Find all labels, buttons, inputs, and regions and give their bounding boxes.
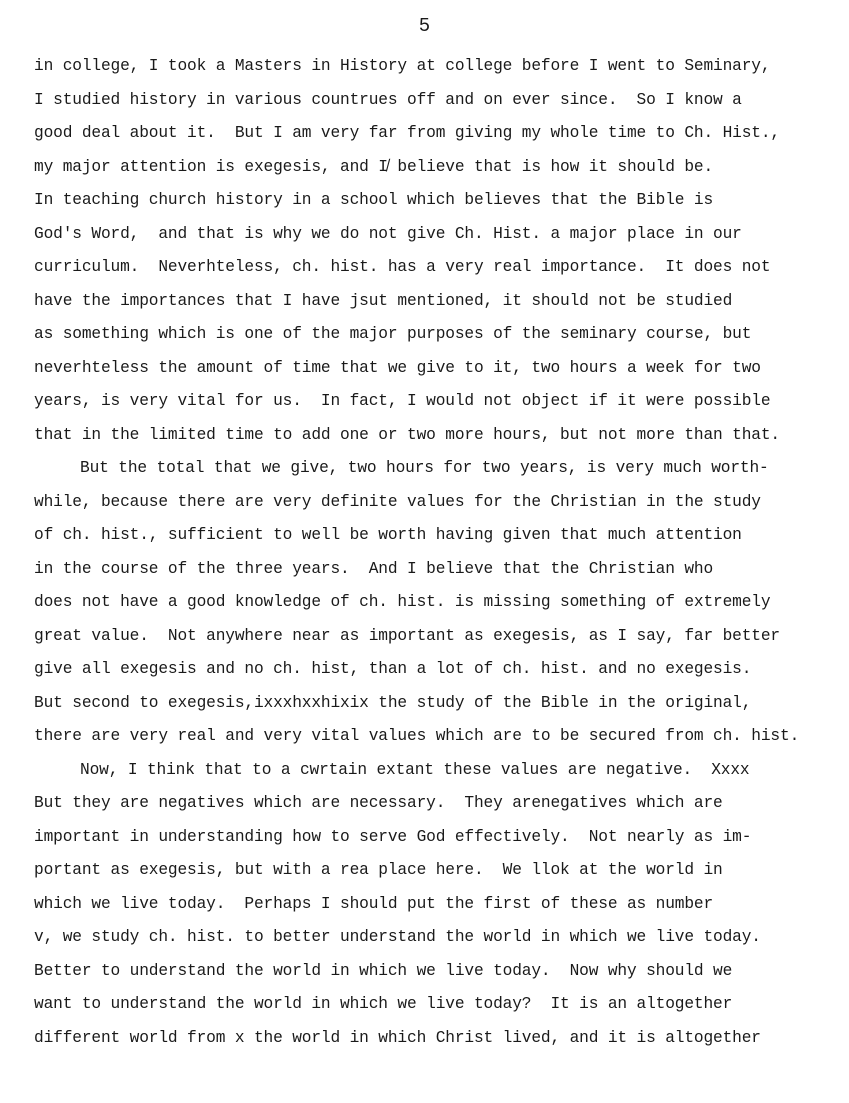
text-line: of ch. hist., sufficient to well be worth having given that much attention — [34, 526, 742, 544]
text-line: God's Word, and that is why we do not give Ch. Hist. a major place in our — [34, 224, 742, 243]
text-line: which we live today. Perhaps I should put the first of these as number — [34, 894, 714, 913]
page-number: 5 — [418, 15, 431, 37]
paragraph-start-line: Now, I think that to a cwrtain extant these values are negative. Xxxx — [80, 760, 750, 779]
text-line: In teaching church history in a school which believes that the Bible is — [34, 191, 714, 209]
text-line: But second to exegesis,ixxxhxxhixix the study of the Bible in the original, — [34, 693, 752, 712]
text-line: want to understand the world in which we live today? It is an altogether — [34, 995, 733, 1013]
text-line: important in understanding how to serve God effectively. Not nearly as im- — [34, 827, 752, 846]
text-line: great value. Not anywhere near as important as exegesis, as I say, far better — [34, 626, 780, 645]
text-line: in college, I took a Masters in History at college before I went to Seminary, — [34, 57, 771, 75]
typed-text-body — [34, 50, 834, 1055]
text-line: that in the limited time to add one or two more hours, but not more than that. — [34, 425, 780, 444]
text-line: neverhteless the amount of time that we give to it, two hours a week for two — [34, 358, 761, 377]
text-line: as something which is one of the major purposes of the seminary course, but — [34, 325, 752, 343]
paragraph-start-line: But the total that we give, two hours for two years, is very much worth- — [80, 459, 769, 477]
text-line: there are very real and very vital values which are to be secured from ch. hist. — [34, 727, 800, 745]
text-line: while, because there are very definite values for the Christian in the study — [34, 492, 761, 511]
text-line: years, is very vital for us. In fact, I would not object if it were possible — [34, 392, 771, 410]
text-line: different world from x the world in which Christ lived, and it is altogether — [34, 1028, 761, 1047]
text-line: But they are negatives which are necessary. They arenegatives which are — [34, 794, 723, 812]
text-line: I studied history in various countrues off and on ever since. So I know a — [34, 90, 742, 109]
text-line: have the importances that I have jsut mentioned, it should not be studied — [34, 291, 733, 310]
text-line: does not have a good knowledge of ch. hist. is missing something of extremely — [34, 593, 771, 611]
text-line: Better to understand the world in which we live today. Now why should we — [34, 961, 733, 980]
text-line: portant as exegesis, but with a rea place here. We llok at the world in — [34, 861, 723, 879]
text-line: my major attention is exegesis, and I̸ believe that is how it should be. — [34, 157, 714, 176]
text-line: give all exegesis and no ch. hist, than a lot of ch. hist. and no exegesis. — [34, 660, 752, 678]
text-line: in the course of the three years. And I believe that the Christian who — [34, 559, 714, 578]
text-line: good deal about it. But I am very far from giving my whole time to Ch. Hist., — [34, 124, 780, 142]
text-line: v, we study ch. hist. to better understand the world in which we live today. — [34, 928, 761, 946]
text-line: curriculum. Neverhteless, ch. hist. has a very real importance. It does not — [34, 258, 771, 276]
